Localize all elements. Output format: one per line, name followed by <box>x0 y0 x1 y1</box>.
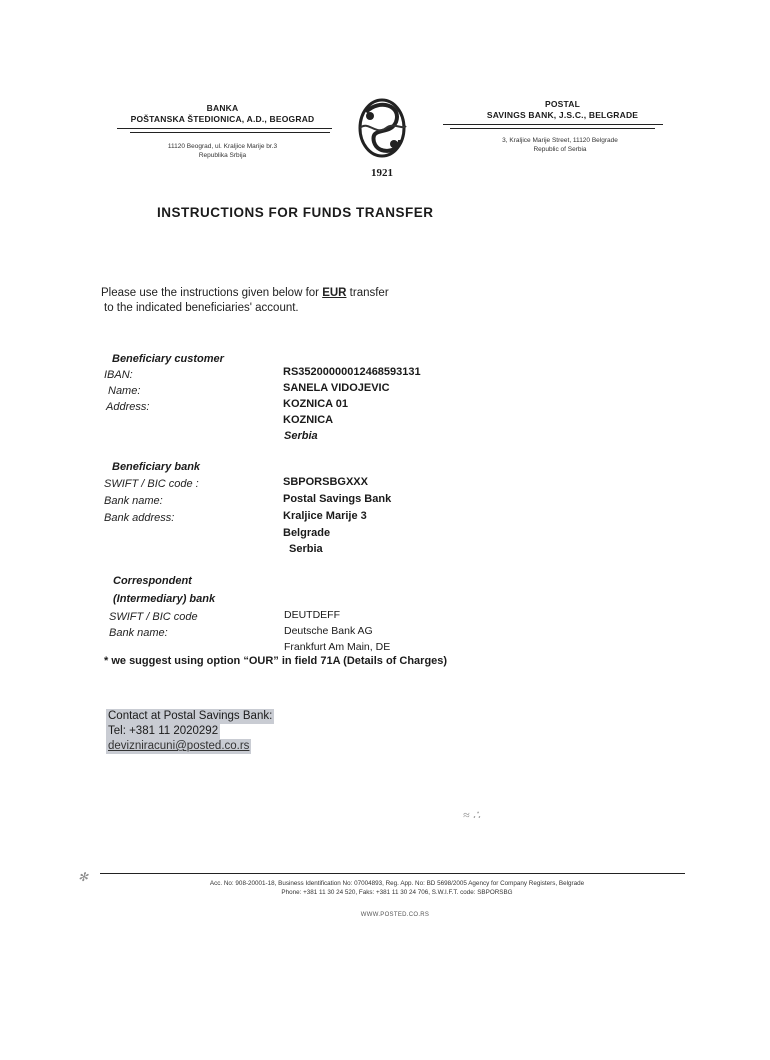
footer-line2: Phone: +381 11 30 24 520, Faks: +381 11 30 24 706, S.W.I.F.T. code: SBPORSBG <box>281 889 513 896</box>
intro-line2: to the indicated beneficiaries' account. <box>104 302 299 314</box>
bank-address-line2: Belgrade <box>283 527 331 539</box>
letterhead-left-address <box>140 142 305 160</box>
footer-line1: Acc. No: 908-20001-18, Business Identification No: 07004893, Reg. App. No: BD 5698/2005 Agency for Company Registers, Belgrade <box>209 880 585 887</box>
bank-address-line1: Kraljice Marije 3 <box>283 510 367 522</box>
correspondent-swift-label: SWIFT / BIC code <box>109 611 198 623</box>
correspondent-bank-name: Deutsche Bank AG <box>284 625 373 637</box>
iban-label: IBAN: <box>104 369 133 381</box>
swift-label: SWIFT / BIC code : <box>104 478 199 490</box>
letterhead-right-addr1: 3, Kraljice Marije Street, 11120 Belgrade <box>502 137 618 144</box>
handwritten-mark: ≈ ∴ <box>463 808 481 822</box>
letterhead-right-line1: POSTAL <box>544 99 581 109</box>
contact-heading: Contact at Postal Savings Bank: <box>108 710 273 722</box>
correspondent-bank-city: Frankfurt Am Main, DE <box>284 641 391 653</box>
beneficiary-address-line1: KOZNICA 01 <box>283 398 348 410</box>
correspondent-swift-value: DEUTDEFF <box>284 609 340 621</box>
letterhead-left-line2: POŠTANSKA ŠTEDIONICA, A.D., BEOGRAD <box>130 114 315 124</box>
bank-name-value: Postal Savings Bank <box>283 493 392 505</box>
beneficiary-name: SANELA VIDOJEVIC <box>283 382 390 394</box>
swift-value: SBPORSBGXXX <box>283 476 368 488</box>
footer-text <box>112 879 682 897</box>
letterhead-left-line1: BANKA <box>206 103 239 113</box>
bank-monogram-logo-icon <box>346 92 418 164</box>
letterhead-right-address <box>460 136 660 154</box>
address-label: Address: <box>106 401 150 413</box>
letterhead-right-line2: SAVINGS BANK, J.S.C., BELGRADE <box>486 110 639 120</box>
bank-name-label: Bank name: <box>104 495 163 507</box>
letterhead-right-rule <box>443 124 663 125</box>
letterhead-right-addr2: Republic of Serbia <box>533 146 587 153</box>
contact-phone: Tel: +381 11 2020292 <box>108 725 219 737</box>
letterhead-left-rule-2 <box>130 132 330 133</box>
intro-prefix: Please use the instructions given below for <box>101 287 323 299</box>
letterhead-left-name <box>115 103 330 125</box>
intro-line1 <box>101 286 389 301</box>
iban-value: RS35200000012468593131 <box>283 366 421 378</box>
letterhead-left-addr2: Republika Srbija <box>198 152 247 159</box>
correspondent-heading: Correspondent <box>113 575 192 587</box>
letterhead-left-rule <box>117 128 332 129</box>
beneficiary-address-line3: Serbia <box>284 430 318 442</box>
intermediary-heading: (Intermediary) bank <box>113 593 216 605</box>
founding-year: 1921 <box>371 167 393 179</box>
letterhead-right-name <box>455 99 670 121</box>
bank-address-line3: Serbia <box>289 543 323 555</box>
contact-email-link[interactable]: devizniracuni@posted.co.rs <box>108 740 250 752</box>
intro-currency: EUR <box>322 287 347 299</box>
intro-text <box>101 286 389 316</box>
letterhead-left-addr1: 11120 Beograd, ul. Kraljice Marije br.3 <box>167 143 278 150</box>
signature-mark: ✻ <box>78 870 89 884</box>
name-label: Name: <box>108 385 141 397</box>
correspondent-bank-name-label: Bank name: <box>109 627 168 639</box>
page-title: INSTRUCTIONS FOR FUNDS TRANSFER <box>157 205 434 220</box>
beneficiary-customer-heading: Beneficiary customer <box>112 353 224 365</box>
beneficiary-address-line2: KOZNICA <box>283 414 334 426</box>
letterhead-right-rule-2 <box>450 128 655 129</box>
beneficiary-bank-heading: Beneficiary bank <box>112 461 201 473</box>
bank-address-label: Bank address: <box>104 512 175 524</box>
footer-website: WWW.POSTED.CO.RS <box>360 912 430 918</box>
charges-note: * we suggest using option “OUR” in field 71A (Details of Charges) <box>104 655 448 667</box>
contact-block <box>106 709 274 754</box>
footer-rule <box>100 873 685 874</box>
intro-suffix: transfer <box>346 287 389 299</box>
